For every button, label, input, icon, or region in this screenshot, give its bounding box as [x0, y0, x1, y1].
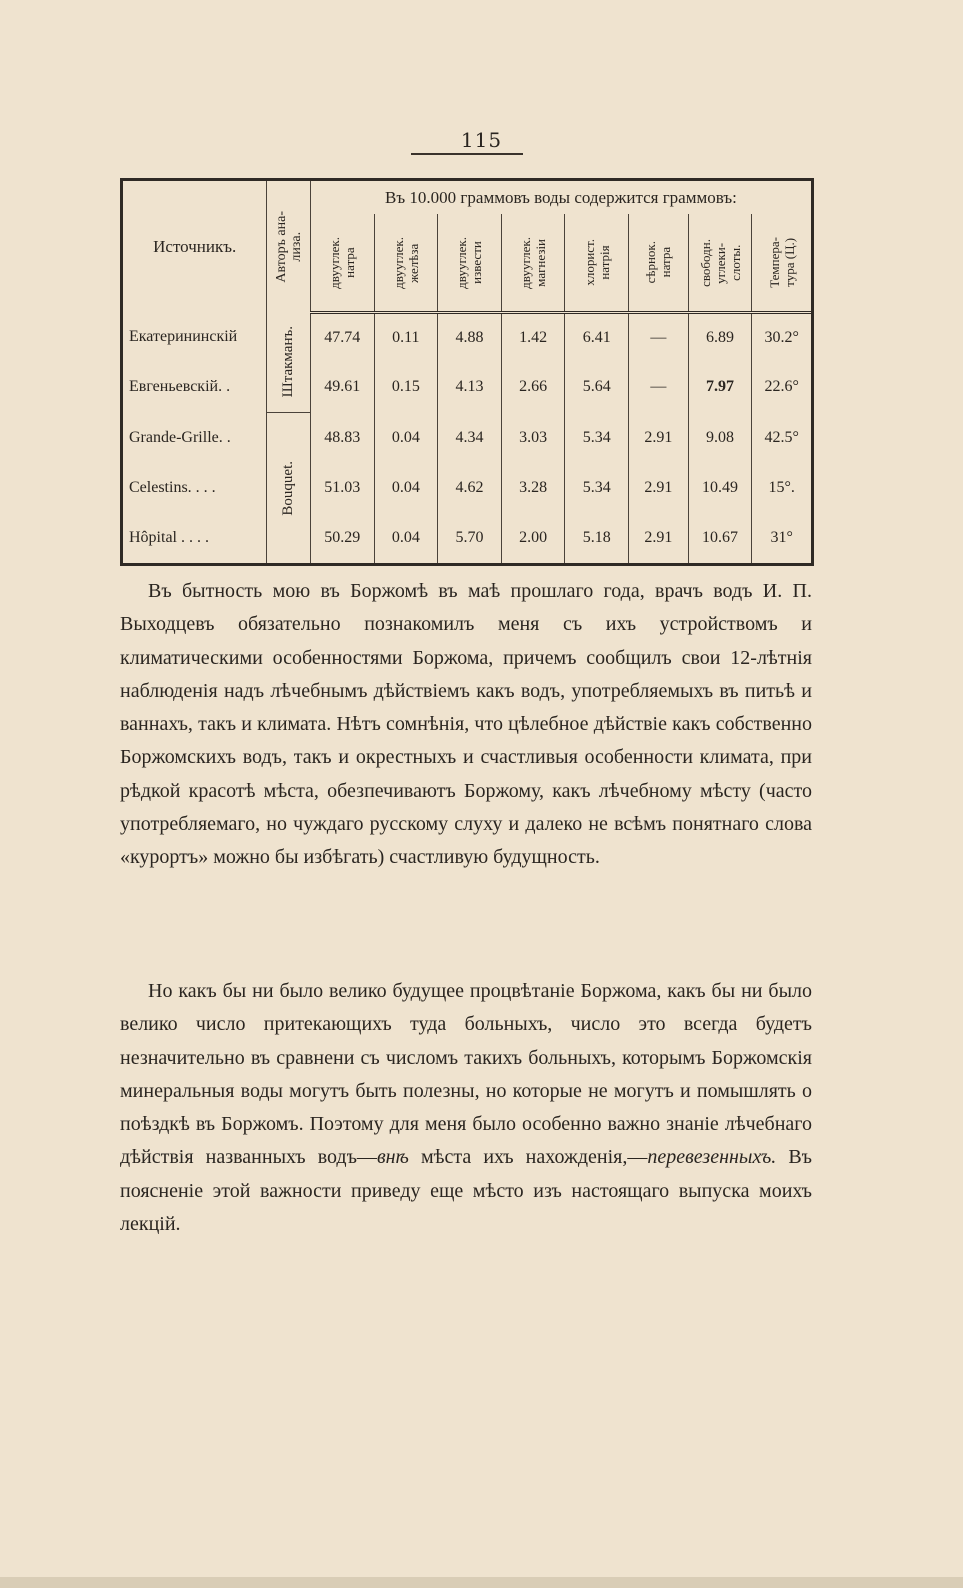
header-source: Источникъ.	[153, 236, 237, 256]
header-col-1	[310, 214, 374, 312]
source-name: Екатерининскій	[129, 328, 238, 346]
header-author-cell	[267, 181, 310, 312]
value-cell: 2.00	[501, 513, 565, 563]
paragraph-1-block	[120, 575, 812, 875]
source-name: Grande-Grille. .	[129, 428, 231, 446]
table-row	[123, 513, 811, 563]
header-col-6	[629, 214, 689, 312]
mineral-water-table	[120, 178, 814, 566]
value-cell: 1.42	[501, 312, 565, 362]
value-cell: 5.18	[565, 513, 629, 563]
value-cell: 6.41	[565, 312, 629, 362]
table-row	[123, 463, 811, 513]
table-row	[123, 362, 811, 412]
author-group-1	[267, 312, 310, 412]
paragraph-1: Въ бытность мою въ Боржомѣ въ маѣ прошлаго года, врачъ водъ И. П. Выходцевъ обязательно познакомилъ меня съ ихъ устройствомъ и климатическими особенностями Боржома, причемъ сообщилъ свои 12-лѣтнія наблюденія надъ лѣчебнымъ дѣйствіемъ какъ водъ, употребляемыхъ въ питьѣ и ваннахъ, такъ и климата. Нѣтъ сомнѣнія, что цѣлебное дѣйствіе какъ собственно Боржомскихъ водъ, такъ и окрестныхъ и счастливыя особенности климата, при рѣдкой красотѣ мѣста, обезпечиваютъ Боржому, какъ лѣчебному мѣсту (часто употребляемаго, но чуждаго русскому слуху и далеко не всѣмъ понятнаго слова «курортъ» можно бы избѣгать) счастливую будущность.	[120, 580, 812, 869]
value-cell: 0.04	[374, 463, 438, 513]
paragraph-2-emphasis-2: перевезенныхъ.	[647, 1146, 777, 1169]
value-cell: 2.66	[501, 362, 565, 412]
author-group-2	[267, 412, 310, 563]
value-cell: 0.04	[374, 513, 438, 563]
source-name: Celestins. . . .	[129, 478, 216, 496]
value-cell: 10.67	[688, 513, 752, 563]
header-col-5	[565, 214, 629, 312]
value-cell: 3.28	[501, 463, 565, 513]
value-cell: 4.13	[438, 362, 502, 412]
header-col-label: двууглек. извести	[454, 236, 485, 289]
header-col-label: сѣрнок. натра	[643, 241, 674, 284]
paragraph-2-part-b: мѣста ихъ нахожденія,—	[408, 1146, 648, 1169]
value-cell: 7.97	[688, 362, 752, 412]
value-cell: 30.2°	[752, 312, 811, 362]
header-col-4	[501, 214, 565, 312]
table-row	[123, 412, 811, 462]
header-author: Авторъ ана- лиза.	[273, 210, 304, 283]
paragraph-2-emphasis-1: внѣ	[376, 1146, 409, 1169]
header-col-label: двууглек. магнезіи	[518, 236, 549, 289]
value-cell: 49.61	[310, 362, 374, 412]
value-cell: 4.34	[438, 412, 502, 462]
header-col-7	[688, 214, 752, 312]
value-cell: 0.04	[374, 412, 438, 462]
page-number: 115	[460, 128, 503, 152]
value-cell: —	[629, 312, 689, 362]
value-cell: 31°	[752, 513, 811, 563]
value-cell: 22.6°	[752, 362, 811, 412]
header-col-label: хлорист. натрія	[581, 239, 612, 286]
header-col-label: двууглек. натра	[327, 236, 358, 289]
value-cell: 0.11	[374, 312, 438, 362]
value-cell: 51.03	[310, 463, 374, 513]
value-cell: 10.49	[688, 463, 752, 513]
paragraph-2-part-a: Но какъ бы ни было велико будущее процвѣтаніе Боржома, какъ бы ни было велико число притекающихъ туда больныхъ, число это всегда будетъ незначительно въ сравнени съ числомъ такихъ больныхъ, которымъ Боржомскія минеральныя воды могутъ быть полезны, но которые не могутъ и помышлять о поѣздкѣ въ Боржомъ. Поэтому для меня было особенно важно знаніе лѣчебнаго дѣйствія названныхъ водъ—	[120, 980, 812, 1169]
header-col-label: двууглек. желѣза	[390, 236, 421, 289]
value-cell: 50.29	[310, 513, 374, 563]
page-number-rule	[411, 153, 523, 155]
value-cell: 0.15	[374, 362, 438, 412]
table-row	[123, 312, 811, 362]
value-cell: 42.5°	[752, 412, 811, 462]
value-cell: 9.08	[688, 412, 752, 462]
header-col-label: свободн. углеки- слоты.	[697, 238, 743, 287]
value-cell: 3.03	[501, 412, 565, 462]
value-cell: 15°.	[752, 463, 811, 513]
author-name: Штакманъ.	[280, 326, 297, 398]
value-cell: 5.34	[565, 412, 629, 462]
header-span: Въ 10.000 граммовъ воды содержится граммовъ:	[310, 181, 811, 214]
source-name: Hôpital . . . .	[129, 528, 209, 546]
value-cell: 6.89	[688, 312, 752, 362]
header-col-2	[374, 214, 438, 312]
value-cell: 5.64	[565, 362, 629, 412]
value-cell: 47.74	[310, 312, 374, 362]
paragraph-2-block	[120, 975, 812, 1241]
value-cell: 5.70	[438, 513, 502, 563]
value-cell: 4.88	[438, 312, 502, 362]
header-col-3	[438, 214, 502, 312]
value-cell: 2.91	[629, 463, 689, 513]
value-cell: 5.34	[565, 463, 629, 513]
value-cell: 2.91	[629, 412, 689, 462]
source-name: Евгеньевскій. .	[129, 378, 231, 396]
author-name: Bouquet.	[280, 460, 297, 516]
value-cell: 4.62	[438, 463, 502, 513]
header-col-label: Темпера- тура (Ц.)	[766, 237, 797, 288]
analysis-table	[123, 181, 811, 563]
header-col-8	[752, 214, 811, 312]
paragraph-2	[120, 975, 812, 1241]
paragraph-2-part-c: Въ поясненіе этой важности приведу еще мѣсто изъ настоящаго выпуска моихъ лекцій.	[120, 1146, 813, 1236]
value-cell: 2.91	[629, 513, 689, 563]
value-cell: 48.83	[310, 412, 374, 462]
page-bottom-edge	[0, 1577, 963, 1588]
value-cell: —	[629, 362, 689, 412]
